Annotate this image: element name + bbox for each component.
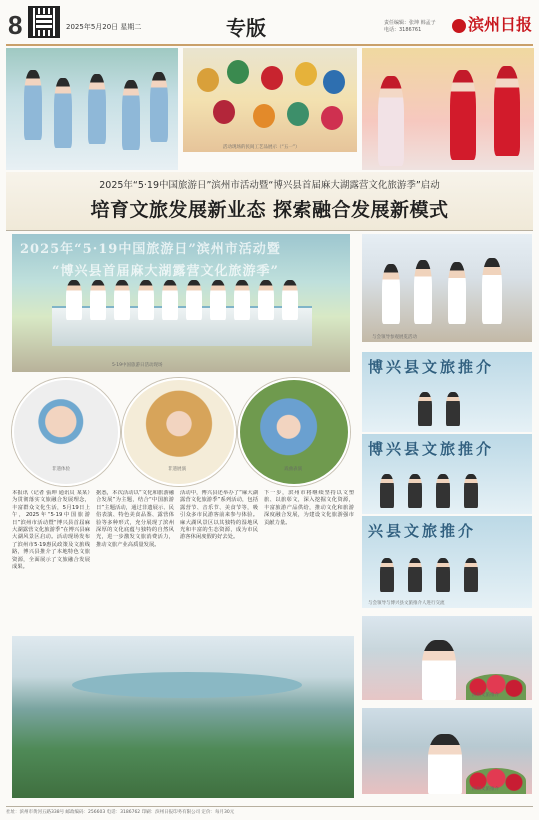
presenter-figure [464, 474, 478, 508]
craft-figure [287, 102, 309, 126]
header-rule [6, 44, 533, 46]
official-figure [90, 280, 106, 320]
craft-figure [253, 104, 275, 128]
photo-mada-lake-aerial [12, 636, 354, 798]
official-figure [210, 280, 226, 320]
dancer-figure [150, 72, 168, 142]
photo-promo-3 [362, 516, 532, 608]
presenter-figure [418, 392, 432, 426]
official-figure [114, 280, 130, 320]
presenter-figure [464, 558, 478, 592]
photo-promo-2 [362, 434, 532, 514]
craft-figure [261, 66, 283, 90]
photo-speaker-1 [362, 616, 532, 700]
photo-leaders-visit [362, 234, 532, 342]
craft-figure [197, 68, 219, 92]
qr-code-icon [28, 6, 60, 38]
presenter-figure [380, 558, 394, 592]
photo-caption: 活动现场的民间工艺品展示（“五一”） [223, 145, 300, 150]
presenter-figure [446, 392, 460, 426]
main-headline: 培育文旅发展新业态 探索融合发展新模式 [90, 199, 449, 221]
dancer-figure [24, 70, 42, 140]
editors-names: 责任编辑：张坤 韩孟子 [384, 20, 436, 26]
photo-caption: 与会领导参观展览活动 [372, 335, 417, 340]
photo-caption: 与会领导与博兴县文旅推介人进行交流 [368, 601, 445, 606]
presenter-figure [436, 474, 450, 508]
photo-circle-heritage-show [122, 378, 236, 486]
official-figure [66, 280, 82, 320]
editors-info [384, 20, 436, 34]
presenter-figure [380, 474, 394, 508]
model-figure [494, 66, 520, 156]
article-column-1: 本报讯（记者 張坤 通讯员 某某）为贯彻落实文旅融合发展理念，丰富群众文化生活，5月19日上午，2025年“5·19中国旅游日”滨州市活动暨“博兴县首届麻大湖露营文化旅游季”在博兴县麻大湖风景区启动。活动现场发布了滨州市5·19惠民政策及文旅线路，博兴县推介了本地特色文旅资源，全面展示了文旅融合发展成果。 [12, 490, 90, 571]
model-figure [450, 70, 476, 160]
logo-mark-icon [452, 19, 466, 33]
photo-launch-ceremony [12, 234, 350, 372]
headline-kicker: 2025年“5·19中国旅游日”滨州市活动暨“博兴县首届麻大湖露营文化旅游季”启动 [99, 180, 440, 191]
official-figure [258, 280, 274, 320]
article-column-2: 据悉，本次活动以“文化和旅游融合发展”为主题，结合“中国旅游日”主题活动，通过非遗展示、民俗表演、特色美食品鉴、露营体验等多种形式，充分展现了滨州深厚的文化底蕴与独特的自然风光，进一步激发文旅消费活力，推动文旅产业高质量发展。 [96, 490, 174, 548]
newspaper-logo [452, 12, 532, 35]
promo-title: 兴县文旅推介 [368, 522, 477, 540]
editors-phone: 电话：3186761 [384, 27, 422, 33]
promo-people [380, 558, 478, 592]
article-column-4: 下一步，滨州市将继续坚持以文塑旅、以旅彰文，深入挖掘文化资源，丰富旅游产品供给，推动文化和旅游深度融合发展，为建设文化旅游强市贡献力量。 [264, 490, 354, 526]
photo-caption: 滨州文旅推介 [472, 787, 499, 792]
official-figure [186, 280, 202, 320]
official-figure [282, 280, 298, 320]
craft-figure [227, 60, 249, 84]
photo-speaker-2 [362, 708, 532, 794]
logo-text: 滨州日报 [468, 15, 533, 34]
lake-water [72, 672, 302, 698]
promo-people [380, 474, 478, 508]
model-figure [378, 76, 404, 166]
dancer-figure [122, 80, 140, 150]
craft-figure [295, 62, 317, 86]
promo-title: 博兴县文旅推介 [368, 358, 495, 376]
official-figure [234, 280, 250, 320]
photo-caption: 非遗展演 [168, 467, 186, 472]
person-figure [448, 262, 466, 324]
promo-people [418, 392, 460, 426]
dancer-figure [88, 74, 106, 144]
presenter-figure [408, 474, 422, 508]
speaker-figure [428, 734, 462, 794]
page-number: 8 [8, 10, 23, 40]
page-footer: 社址：滨州市黄河五路338号 邮政编码：256603 电话：3186762 印刷：滨州日报印务有限公司 定价：每月30元 [6, 806, 533, 816]
issue-date: 2025年5月20日 星期二 [66, 23, 142, 31]
craft-figure [213, 100, 235, 124]
official-figure [162, 280, 178, 320]
photo-costume-models [362, 48, 534, 170]
craft-figure [323, 70, 345, 94]
person-figure [382, 264, 400, 324]
presenter-figure [436, 558, 450, 592]
photo-caption: 滨州文旅推介 [472, 693, 499, 698]
section-title: 专版 [226, 16, 266, 40]
photo-dancers [6, 48, 178, 170]
craft-figure [321, 106, 343, 130]
masthead [0, 0, 539, 44]
speaker-figure [422, 640, 456, 700]
officials-group [66, 280, 298, 320]
photo-caption: 非遗体验 [52, 467, 70, 472]
banner-line-2: “博兴县首届麻大湖露营文化旅游季” [52, 264, 279, 279]
person-figure [482, 258, 502, 324]
photo-caption: 戏曲表演 [284, 467, 302, 472]
headline-divider [6, 230, 533, 231]
person-figure [414, 260, 432, 324]
photo-promo-1 [362, 352, 532, 432]
photo-circle-intangible-heritage [12, 378, 120, 486]
photo-caption: 5·19中国旅游日活动现场 [112, 363, 163, 368]
official-figure [138, 280, 154, 320]
article-column-3: 活动中，博兴县还举办了“麻大湖露营文化旅游季”系列活动，包括露营节、音乐节、美食节等，吸引众多市民游客前来参与体验。麻大湖风景区以其独特的湿地风光和丰富的生态资源，成为市民游客休闲度假的好去处。 [180, 490, 258, 541]
presenter-figure [408, 558, 422, 592]
dancer-figure [54, 78, 72, 148]
banner-line-1: 2025年“5·19中国旅游日”滨州市活动暨 [20, 242, 281, 257]
photo-folk-crafts [183, 48, 357, 152]
photo-circle-opera [238, 378, 350, 486]
promo-title: 博兴县文旅推介 [368, 440, 495, 458]
